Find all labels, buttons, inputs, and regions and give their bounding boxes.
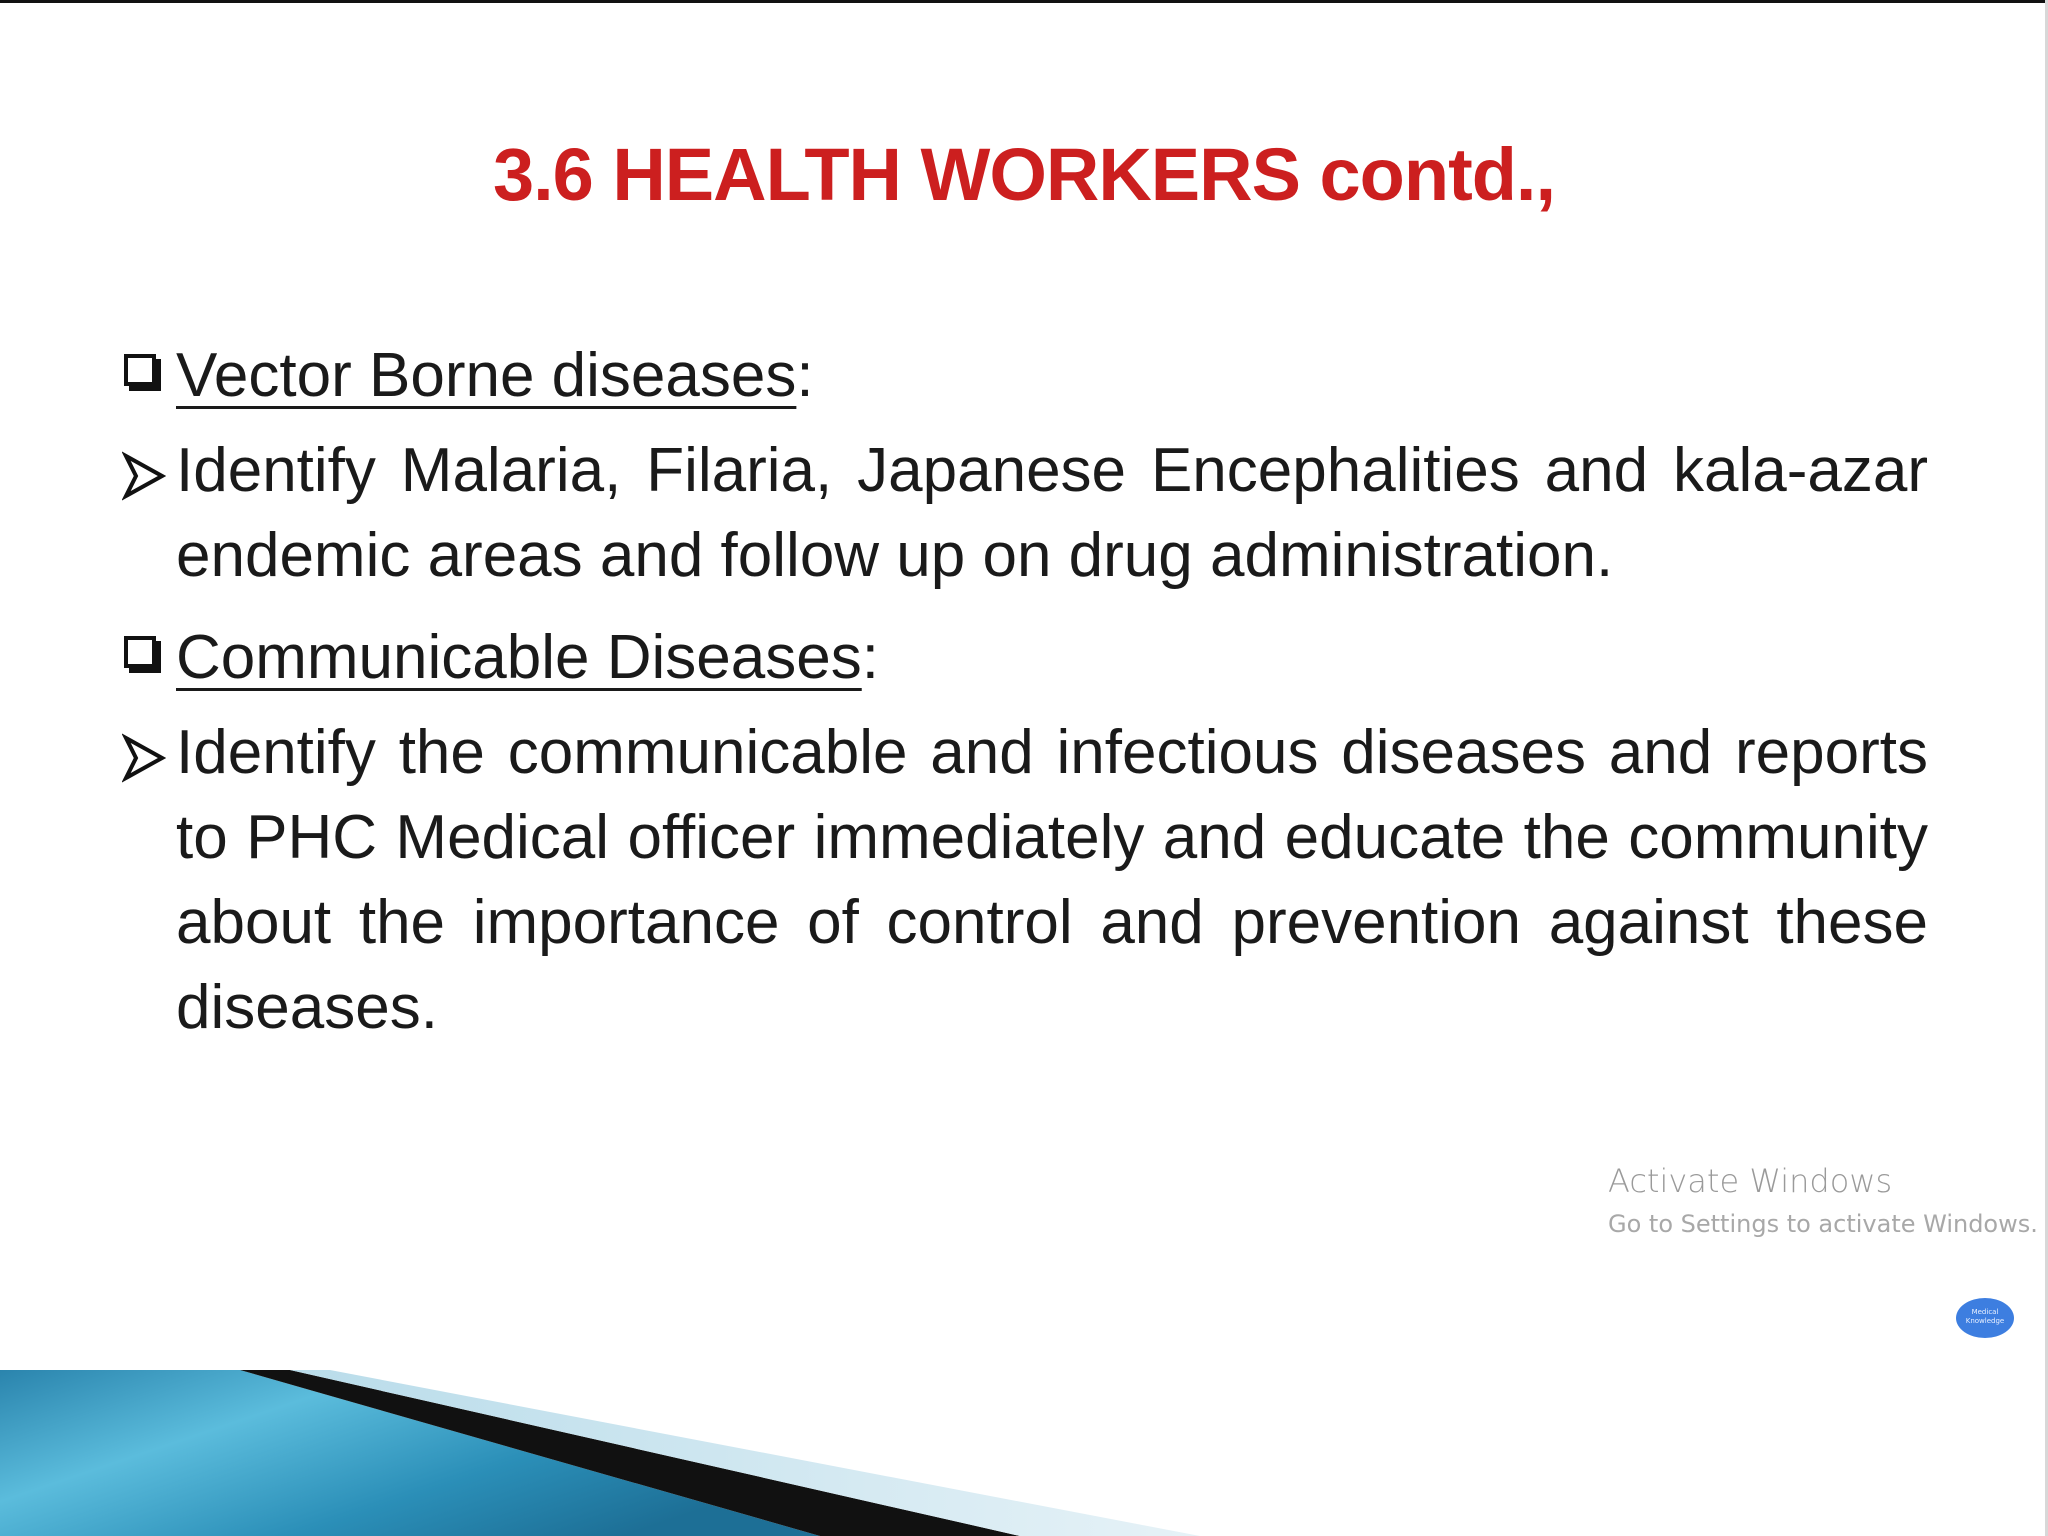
section-heading-text [176, 330, 814, 422]
activate-windows-subtitle: Go to Settings to activate Windows. [1608, 1210, 2038, 1238]
channel-logo: Medical Knowledge [1956, 1298, 2014, 1338]
checkbox-icon [124, 636, 156, 668]
section-heading-text [176, 612, 879, 704]
section-heading-colon: : [861, 623, 879, 692]
top-border [0, 0, 2048, 3]
section-heading-vector-borne [118, 330, 1928, 422]
slide-title: 3.6 HEALTH WORKERS contd., [492, 133, 1556, 216]
activate-windows-title: Activate Windows [1608, 1162, 1893, 1200]
bullet-item-communicable [118, 710, 1928, 1050]
footer-banner-graphic [0, 1370, 2048, 1536]
section-heading-communicable [118, 612, 1928, 704]
arrow-bullet-icon [122, 732, 166, 784]
slide-content [118, 330, 1928, 1064]
checkbox-icon [124, 354, 156, 386]
section-heading-label: Communicable Diseases [176, 623, 862, 692]
bullet-text: Identify Malaria, Filaria, Japanese Encephalities and kala-azar endemic areas and follow up on drug administration. [176, 436, 1928, 590]
section-heading-label: Vector Borne diseases [176, 341, 797, 410]
section-heading-colon: : [796, 341, 814, 410]
bullet-text: Identify the communicable and infectious diseases and reports to PHC Medical officer immediately and educate the community about the importance of control and prevention against these diseases. [176, 718, 1928, 1042]
bullet-item-vector-borne [118, 428, 1928, 598]
arrow-bullet-icon [122, 450, 166, 502]
